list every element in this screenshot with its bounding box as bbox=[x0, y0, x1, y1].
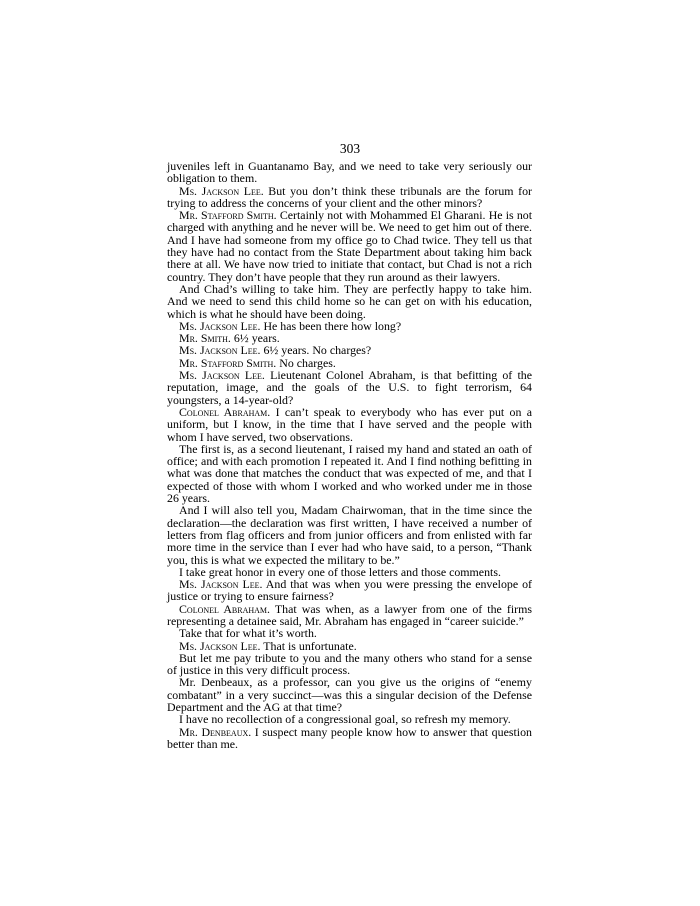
paragraph bbox=[167, 603, 532, 628]
paragraph-text: And that was when you were pressing the envelope of justice or trying to ensure fairness? bbox=[167, 577, 532, 604]
paragraph-text: Mr. Denbeaux, as a professor, can you give us the origins of “enemy combatant” in a very succinct—was this a singular decision of the Defense Department and the AG at that time? bbox=[167, 675, 532, 715]
text-body bbox=[167, 160, 532, 750]
paragraph-text: 6½ years. bbox=[230, 331, 280, 346]
paragraph bbox=[167, 160, 532, 185]
speaker-name: Mr. Stafford Smith. bbox=[179, 208, 277, 223]
paragraph-text: And I will also tell you, Madam Chairwoman, that in the time since the declaration—the declaration was first written, I have received a number of letters from flag officers and from junior officers and from enlisted with far more time in the service than I ever had who have said, to a person, “Thank you, this is what we expected the military to be.” bbox=[167, 503, 532, 567]
paragraph-text: I can’t speak to everybody who has ever put on a uniform, but I know, in the time that I have served and the people with whom I have served, two observations. bbox=[167, 404, 533, 444]
paragraph bbox=[167, 406, 532, 443]
paragraph-text: 6½ years. No charges? bbox=[260, 343, 372, 358]
speaker-name: Colonel Abraham. bbox=[179, 404, 271, 419]
speaker-name: Ms. Jackson Lee. bbox=[179, 368, 265, 383]
paragraph-text: The first is, as a second lieutenant, I raised my hand and stated an oath of office; and with each promotion I repeated it. And I find nothing befitting in what was done that matches the conduct that was expected of me, and that I expected of those with whom I worked and who worked under me in those 26 years. bbox=[167, 441, 532, 506]
page-number: 303 bbox=[339, 141, 361, 156]
speaker-name: Ms. Jackson Lee. bbox=[179, 343, 261, 358]
paragraph-text: Certainly not with Mohammed El Gharani. He is not charged with anything and he never will be. We need to get him out of there. And I have had someone from my office go to Chad twice. They tell us that they have had no contact from the State Department about taking him back there at all. We have now tried to initiate that contact, but Chad is not a rich country. They don’t have people that they run around as their lawyers. bbox=[167, 208, 533, 284]
paragraph bbox=[167, 369, 532, 406]
paragraph-text: That was when, as a lawyer from one of the firms representing a detainee said, Mr. Abraham has engaged in “career suicide.” bbox=[167, 601, 533, 628]
paragraph-text: But you don’t think these tribunals are the forum for trying to address the concerns of your client and the other minors? bbox=[167, 183, 532, 210]
paragraph-text: Lieutenant Colonel Abraham, is that befitting of the reputation, image, and the goals of the U.S. to fight terrorism, 64 youngsters, a 14-year-old? bbox=[167, 368, 532, 407]
speaker-name: Ms. Jackson Lee. bbox=[179, 318, 261, 333]
paragraph bbox=[167, 443, 532, 504]
speaker-name: Mr. Denbeaux. bbox=[179, 724, 252, 739]
paragraph-text: And Chad’s willing to take him. They are perfectly happy to take him. And we need to send this child home so he can get on with his education, which is what he should have been doing. bbox=[167, 281, 532, 321]
speaker-name: Mr. Smith. bbox=[179, 331, 231, 346]
speaker-name: Colonel Abraham. bbox=[179, 601, 271, 616]
paragraph bbox=[167, 726, 532, 751]
paragraph-text: juveniles left in Guantanamo Bay, and we need to take very seriously our obligation to them. bbox=[167, 159, 532, 186]
speaker-name: Mr. Stafford Smith. bbox=[179, 355, 277, 370]
paragraph bbox=[167, 504, 532, 565]
paragraph-text: I suspect many people know how to answer that question better than me. bbox=[167, 724, 532, 751]
paragraph bbox=[167, 652, 532, 677]
paragraph-text: I take great honor in every one of those letters and those comments. bbox=[179, 564, 501, 579]
paragraph bbox=[167, 578, 532, 603]
speaker-name: Ms. Jackson Lee. bbox=[179, 638, 261, 653]
paragraph-text: But let me pay tribute to you and the many others who stand for a sense of justice in this very difficult process. bbox=[167, 650, 532, 678]
paragraph bbox=[167, 209, 532, 283]
paragraph bbox=[167, 676, 532, 713]
speaker-name: Ms. Jackson Lee. bbox=[179, 183, 264, 198]
paragraph-text: He has been there how long? bbox=[260, 318, 402, 333]
paragraph-text: No charges. bbox=[276, 355, 336, 370]
paragraph-text: I have no recollection of a congressional goal, so refresh my memory. bbox=[179, 712, 511, 727]
speaker-name: Ms. Jackson Lee. bbox=[179, 577, 263, 592]
paragraph bbox=[167, 283, 532, 320]
paragraph bbox=[167, 185, 532, 210]
paragraph-text: That is unfortunate. bbox=[260, 638, 357, 653]
paragraph-text: Take that for what it’s worth. bbox=[179, 626, 317, 641]
